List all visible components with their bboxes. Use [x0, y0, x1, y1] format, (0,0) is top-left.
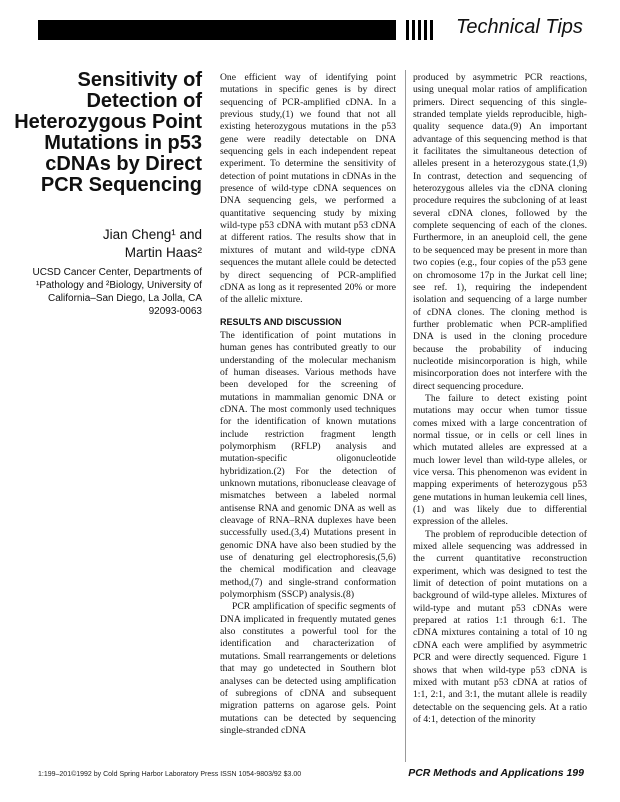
body-paragraph: The identification of point mutations in human genes has contributed greatly to our understanding of the molecular mechanism of human diseases. Various methods have been developed for the screening of mutations in mammalian genomic DNA or cDNA. The most commonly used techniques for the identification of known mutations include restriction fragment length polymorphism (RFLP) analysis and mutation-specific oligonucleotide hybridization.(2) For the detection of unknown mutations, ribonuclease cleavage of mismatches between a labeled normal antisense RNA and genomic DNA as well as cleavage of RNA–RNA duplexes have been successfully used.(3,4) Mutations present in genomic DNA have also been studied by the use of denaturing gel electrophoresis,(5,6) the chemical modification and cleavage method,(7) and single-strand conformation polymorphism (SSCP) analysis.(8) — [220, 329, 396, 601]
body-paragraph: The problem of reproducible detection of mixed allele sequencing was addressed in the current quantitative reconstruction experiment, which was designed to test the limit of detection of point mutations on a background of wild-type alleles. Mixtures of wild-type and mutant p53 cDNAs were prepared at ratios 1:1 through 6:1. The cDNA mixtures containing a total of 10 ng cDNA each were amplified by asymmetric PCR and were directly sequenced. Figure 1 shows that when wild-type p53 cDNA is mixed with mutant p53 cDNA at ratios of 1:1, 2:1, and 3:1, the mutant allele is readily detectable on the sequencing gels. At a ratio of 4:1, detection of the minority — [413, 528, 587, 725]
text-column-1 — [220, 72, 396, 737]
author-1: Jian Cheng¹ and — [102, 227, 202, 242]
affiliation-line: California–San Diego, La Jolla, CA — [48, 293, 202, 304]
body-paragraph: produced by asymmetric PCR reactions, using unequal molar ratios of amplification primers. Direct sequencing of this single-stranded template yields reproducible, high-quality sequence data.(9) An important advantage of this sequencing method is that it facilitates the simultaneous detection of alleles present in a heterozygous state.(1,9) In contrast, detection and sequencing of heterozygous alleles via the cDNA cloning procedure requires the subcloning of at least several cDNA clones, followed by the complete sequencing of each of the clones. Furthermore, in an aneuploid cell, the gene to be sequenced may be present in more than two copies (e.g., four copies of the p53 gene on chromosome 17p in the Jurkat cell line; see ref. 1), requiring the independent isolation and sequencing of a large number of cDNA clones. The cloning method is further problematic when PCR-amplified DNA is used in the cloning procedure because the probability of inducing nucleotide misincorporation is high, while misincorporation does not interfere with the direct sequencing procedure. — [413, 72, 587, 392]
body-paragraph: PCR amplification of specific segments of DNA implicated in frequently mutated genes also constitutes a powerful tool for the identification and characterization of mutations. Small rearrangements or deletions that may go undetected in Southern blot analyses can be detected using amplification of subregions of cDNA and subsequent migration patterns on agarose gels. Point mutations can be detected by sequencing single-stranded cDNA — [220, 601, 396, 736]
affiliation — [12, 266, 202, 318]
header-stripes — [406, 20, 433, 40]
footer-journal: PCR Methods and Applications 199 — [408, 767, 584, 779]
affiliation-line: 92093-0063 — [148, 306, 202, 317]
article-title: Sensitivity of Detection of Heterozygous Point Mutations in p53 cDNAs by Direct PCR Sequencing — [14, 69, 202, 196]
text-column-2 — [413, 72, 587, 726]
footer-copyright: 1:199–201©1992 by Cold Spring Harbor Laboratory Press ISSN 1054-9803/92 $3.00 — [38, 771, 302, 778]
authors — [12, 226, 202, 262]
section-heading: RESULTS AND DISCUSSION — [220, 316, 342, 327]
column-divider — [405, 70, 406, 762]
header-bar — [38, 20, 396, 40]
section-label: Technical Tips — [456, 16, 583, 38]
intro-paragraph: One efficient way of identifying point mutations in specific genes is by direct sequencing of PCR-amplified cDNA. In a previous study,(1) we found that not all existing heterozygous mutations in the p53 gene were readily detectable on DNA sequencing gels in each independent repeat experiment. To determine the sensitivity of detection of point mutations in cDNAs in the presence of wild-type cDNA sequences on DNA sequencing gels, we performed a quantitative sequencing study by mixing wild-type p53 cDNA with mutant p53 cDNA at different ratios. The results show that in mixtures of mutant and wild-type cDNA sequences the mutant allele could be detected by direct sequencing of PCR-amplified cDNA as long as it represented 20% or more of the allelic mixture. — [220, 72, 396, 306]
affiliation-line: UCSD Cancer Center, Departments of — [32, 267, 202, 278]
affiliation-line: ¹Pathology and ²Biology, University of — [35, 280, 202, 291]
body-paragraph: The failure to detect existing point mutations may occur when tumor tissue comes mixed with a large concentration of normal tissue, or in cells or cell lines in which mutated alleles are expressed at a much lower level than wild-type alleles, or vice versa. This phenomenon was evident in mapping experiments of heterozygous p53 gene mutations in human leukemia cell lines,(1) and was likely due to differential expression of the alleles. — [413, 392, 587, 528]
author-2: Martin Haas² — [124, 245, 202, 260]
